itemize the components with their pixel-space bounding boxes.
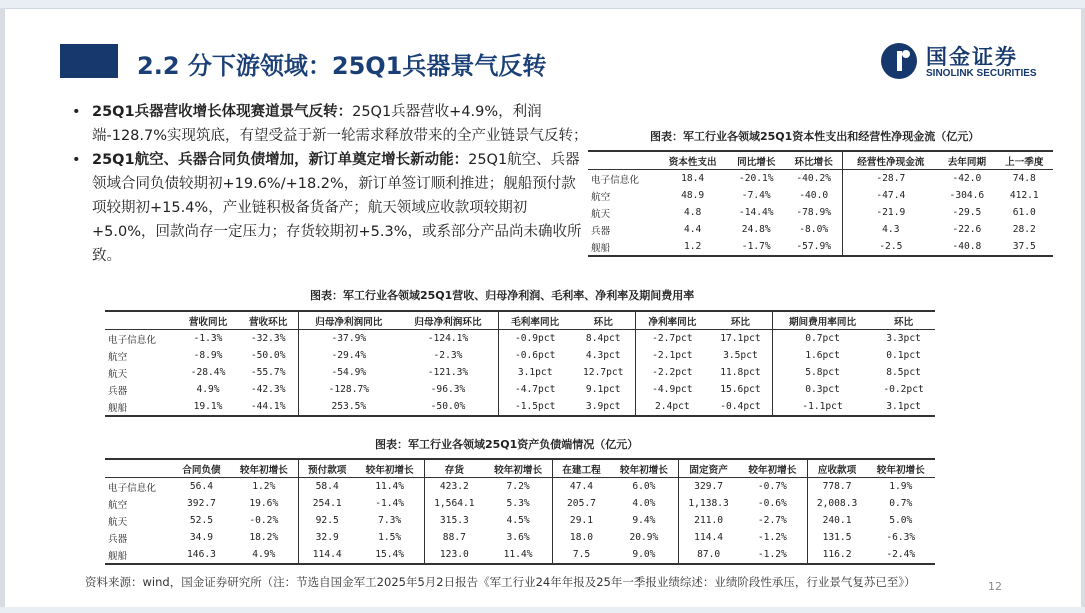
table-cell: 0.7%: [889, 498, 913, 509]
column-header: 较年初增长: [867, 459, 935, 478]
bullet-item: • 25Q1航空、兵器合同负债增加，新订单奠定增长新动能：25Q1航空、兵器领域合同负债较期初+19.6%/+18.2%，新订单签订顺利推进；舰船预付款项较期初+15.4%，产业链积极备货备产；航天领域应收款项较期初+5.0%，回款尚存一定压力；存货较期初+5.3%，或系部分产品尚未确收所致。: [72, 152, 582, 264]
table-cell: 6.0%: [632, 481, 656, 492]
column-header: 较年初增长: [610, 459, 679, 478]
table-cell: -2.5: [843, 238, 938, 256]
table-cell: -40.8: [938, 238, 995, 256]
table-cell: -0.6pct: [498, 347, 572, 364]
column-header: 上一季度: [996, 151, 1053, 170]
table-row: [105, 330, 935, 348]
column-header: 存货: [424, 459, 483, 478]
table-cell: 4.0%: [632, 498, 656, 509]
column-header: 固定资产: [679, 459, 738, 478]
window-right-edge: [1081, 8, 1085, 613]
table-cell: 28.2: [1012, 224, 1036, 235]
table-cell: -40.2%: [796, 173, 832, 184]
table3-caption: 图表：军工行业各领域25Q1资产负债端情况（亿元）: [375, 438, 639, 451]
column-header: 去年同期: [938, 151, 995, 170]
table-cell: 8.5pct: [886, 367, 921, 378]
window-left-edge: [0, 8, 5, 613]
column-header: 环比: [572, 311, 636, 330]
table-cell: 114.4: [299, 546, 356, 564]
table-cell: 92.5: [299, 512, 356, 529]
column-header: 期间费用率同比: [772, 311, 872, 330]
table-cell: 3.1pct: [498, 364, 572, 381]
table-cell: -50.0%: [250, 350, 286, 361]
table-cell: -20.1%: [738, 173, 774, 184]
table-cell: -121.3%: [427, 367, 469, 378]
table-row: [105, 512, 935, 529]
column-header: 归母净利润同比: [299, 311, 399, 330]
table-cell: -28.7: [843, 170, 938, 188]
table-cell: 4.8: [684, 207, 702, 218]
table-cell: 1.2%: [252, 481, 276, 492]
bullet-item: • 25Q1兵器营收增长体现赛道景气反转：25Q1兵器营收+4.9%，利润端-128.7%实现筑底，有望受益于新一轮需求释放带来的全产业链景气反转；: [72, 104, 588, 144]
table-cell: 61.0: [1012, 207, 1036, 218]
table-cell: -1.3%: [193, 333, 223, 344]
row-label: 航天: [591, 208, 611, 220]
table-cell: 11.4%: [484, 546, 553, 564]
column-header: 经营性净现金流: [843, 151, 938, 170]
table-cell: -1.1pct: [772, 398, 872, 416]
table-cell: 74.8: [1012, 173, 1036, 184]
column-header: 归母净利润环比: [398, 311, 498, 330]
bullet-list: [70, 100, 590, 268]
table-cell: -124.1%: [427, 333, 469, 344]
column-header: 较年初增长: [484, 459, 553, 478]
bullet-lead: 25Q1兵器营收增长体现赛道景气反转：: [92, 104, 353, 120]
table-cell: -304.6: [949, 190, 985, 201]
table-cell: 24.8%: [741, 224, 771, 235]
table-cell: 19.1%: [178, 398, 238, 416]
row-label: 航天: [108, 516, 128, 528]
table-cell: 15.4%: [355, 546, 424, 564]
table-cell: -6.3%: [886, 532, 916, 543]
table-cell: 4.9%: [196, 384, 220, 395]
capex-cashflow-table: [588, 150, 1053, 257]
table-cell: -8.9%: [193, 350, 223, 361]
table-cell: -1.5pct: [498, 398, 572, 416]
table-row: [105, 398, 935, 416]
column-header: 在建工程: [553, 459, 610, 478]
column-header: 同比增长: [728, 151, 785, 170]
source-note: 资料来源：wind，国金证券研究所（注：节选自国金军工2025年5月2日报告《军工行业24年年报及25年一季报业绩综述：业绩阶段性承压，行业景气复苏已至》）: [85, 575, 916, 589]
table-cell: 4.4: [684, 224, 702, 235]
row-label: 航空: [108, 499, 128, 511]
table-cell: 18.2%: [249, 532, 279, 543]
table-cell: 29.1: [553, 512, 610, 529]
table-cell: 3.5pct: [723, 350, 758, 361]
table-row: [105, 495, 935, 512]
table-cell: 423.2: [424, 478, 483, 496]
table-cell: -0.9pct: [498, 330, 572, 348]
table-cell: 2,008.3: [807, 495, 866, 512]
table-cell: -42.0: [952, 173, 982, 184]
row-label: 舰船: [105, 546, 173, 564]
row-label: 兵器: [108, 385, 128, 397]
row-label: 兵器: [108, 533, 128, 545]
table-cell: -0.6%: [757, 498, 787, 509]
table-row: [105, 529, 935, 546]
table-cell: 329.7: [679, 478, 738, 496]
table-cell: 15.6pct: [720, 384, 761, 395]
row-label: 电子信息化: [108, 334, 156, 346]
table-cell: -37.9%: [299, 330, 399, 348]
table-cell: 7.3%: [378, 515, 402, 526]
table-cell: -1.7%: [728, 238, 785, 256]
column-header: 应收款项: [807, 459, 866, 478]
table-cell: -8.0%: [799, 224, 829, 235]
table-cell: -29.5: [952, 207, 982, 218]
column-header: 预付款项: [299, 459, 356, 478]
table-cell: -44.1%: [238, 398, 299, 416]
column-header: [588, 151, 658, 170]
column-header: [105, 459, 173, 478]
table-cell: 11.4%: [375, 481, 405, 492]
balance-sheet-table: [105, 458, 935, 565]
table-cell: 56.4: [189, 481, 214, 492]
column-header: 环比: [872, 311, 935, 330]
table-cell: -22.6: [952, 224, 982, 235]
table-cell: 9.0%: [610, 546, 679, 564]
table-cell: -2.4%: [867, 546, 935, 564]
profitability-table: [105, 310, 935, 417]
table-cell: -0.2%: [249, 515, 279, 526]
bullet-lead: 25Q1航空、兵器合同负债增加，新订单奠定增长新动能：: [92, 152, 469, 168]
table-header-row: [105, 459, 935, 478]
table-cell: 88.7: [424, 529, 483, 546]
table-cell: 315.3: [424, 512, 483, 529]
logo-english-name: SINOLINK SECURITIES: [926, 68, 1037, 79]
table-cell: 240.1: [807, 512, 866, 529]
column-header: 较年初增长: [355, 459, 424, 478]
table-cell: -7.4%: [741, 190, 771, 201]
table-cell: 19.6%: [249, 498, 279, 509]
row-label: 兵器: [591, 225, 611, 237]
table-cell: 3.1pct: [872, 398, 935, 416]
table-cell: 146.3: [173, 546, 229, 564]
row-label: 舰船: [588, 238, 658, 256]
table-cell: 47.4: [553, 478, 610, 496]
row-label: 电子信息化: [108, 482, 156, 494]
column-header: 较年初增长: [230, 459, 299, 478]
row-label: 航空: [108, 351, 128, 363]
table-cell: -2.1pct: [635, 347, 709, 364]
table-cell: -2.2pct: [635, 364, 709, 381]
table-cell: 4.9%: [230, 546, 299, 564]
table-cell: 254.1: [299, 495, 356, 512]
table-cell: -42.3%: [250, 384, 286, 395]
table-cell: -1.2%: [738, 546, 807, 564]
table-cell: -2.7pct: [635, 330, 709, 348]
table-cell: -96.3%: [430, 384, 466, 395]
table-cell: 0.7pct: [772, 330, 872, 348]
table-row: [588, 187, 1053, 204]
table-cell: 116.2: [807, 546, 866, 564]
table-cell: -0.4pct: [709, 398, 773, 416]
table-cell: 5.8pct: [772, 364, 872, 381]
column-header: 环比: [709, 311, 773, 330]
column-header: 较年初增长: [738, 459, 807, 478]
table-cell: 9.1pct: [585, 384, 621, 395]
row-label: 航天: [108, 368, 128, 380]
company-logo: [880, 38, 1070, 88]
table-cell: 34.9: [189, 532, 214, 543]
row-label: 电子信息化: [591, 174, 639, 186]
table-cell: -2.7%: [757, 515, 787, 526]
table-cell: 32.9: [299, 529, 356, 546]
table-cell: 9.4%: [632, 515, 656, 526]
table-cell: 1,564.1: [424, 495, 483, 512]
table-row: [588, 170, 1053, 188]
table2-caption: 图表：军工行业各领域25Q1营收、归母净利润、毛利率、净利率及期间费用率: [310, 289, 695, 302]
bullet-body: 25Q1兵器营收+4.9%，利润端-128.7%实现筑底，有望受益于新一轮需求释放带来的全产业链景气反转；: [92, 104, 588, 144]
title-accent-bar: [60, 44, 118, 78]
table-cell: -1.2%: [757, 532, 787, 543]
page-number: 12: [988, 580, 1002, 593]
table-cell: 1.6pct: [772, 347, 872, 364]
table-cell: 778.7: [807, 478, 866, 496]
table-row: [105, 546, 935, 564]
table-header-row: [105, 311, 935, 330]
column-header: 资本性支出: [658, 151, 728, 170]
column-header: 营收同比: [178, 311, 238, 330]
column-header: 环比增长: [785, 151, 843, 170]
bullet-body: 25Q1航空、兵器领域合同负债较期初+19.6%/+18.2%，新订单签订顺利推进；舰船预付款项较期初+15.4%，产业链积极备货备产；航天领域应收款项较期初+5.0%，回款尚存一定压力；存货较期初+5.3%，或系部分产品尚未确收所致。: [92, 152, 582, 264]
table-row: [105, 381, 935, 398]
table-row: [105, 347, 935, 364]
table-cell: 3.9pct: [572, 398, 636, 416]
table-row: [588, 204, 1053, 221]
table-cell: -0.2pct: [883, 384, 924, 395]
table-cell: 5.0%: [889, 515, 913, 526]
column-header: [105, 311, 178, 330]
table-cell: 4.3pct: [585, 350, 621, 361]
table-cell: 131.5: [807, 529, 866, 546]
table-cell: -50.0%: [398, 398, 498, 416]
table-cell: 253.5%: [299, 398, 399, 416]
table-cell: 58.4: [299, 478, 356, 496]
column-header: 净利率同比: [635, 311, 709, 330]
window-bottom-edge: [0, 607, 1085, 613]
table-cell: -55.7%: [250, 367, 286, 378]
table-cell: -54.9%: [299, 364, 399, 381]
table-cell: 1,138.3: [679, 495, 738, 512]
table-cell: -0.7%: [757, 481, 787, 492]
table-cell: 4.5%: [506, 515, 530, 526]
table-row: [588, 221, 1053, 238]
table-cell: 12.7pct: [583, 367, 624, 378]
table-cell: 392.7: [187, 498, 216, 509]
table-cell: -14.4%: [738, 207, 774, 218]
table-cell: -128.7%: [299, 381, 399, 398]
table1-caption: 图表：军工行业各领域25Q1资本性支出和经营性净现金流（亿元）: [650, 130, 980, 143]
table-row: [105, 364, 935, 381]
table-row: [588, 238, 1053, 256]
row-label: 航空: [591, 191, 611, 203]
table-cell: 1.5%: [378, 532, 402, 543]
table-cell: 0.3pct: [772, 381, 872, 398]
sinolink-logo-icon: [880, 42, 918, 80]
table-cell: 412.1: [1009, 190, 1039, 201]
table-cell: 11.8pct: [720, 367, 761, 378]
table-cell: -4.7pct: [498, 381, 572, 398]
table-cell: 1.9%: [889, 481, 913, 492]
table-cell: 0.1pct: [886, 350, 921, 361]
table-cell: 7.2%: [506, 481, 530, 492]
table-cell: -28.4%: [190, 367, 226, 378]
table-cell: -57.9%: [785, 238, 843, 256]
table-cell: 18.4: [681, 173, 705, 184]
table-cell: -21.9: [843, 204, 938, 221]
table-cell: 3.3pct: [886, 333, 921, 344]
table-cell: 211.0: [679, 512, 738, 529]
row-label: 舰船: [105, 398, 178, 416]
table-cell: 3.6%: [506, 532, 530, 543]
table-cell: -32.3%: [250, 333, 286, 344]
table-cell: 48.9: [681, 190, 705, 201]
table-cell: 7.5: [553, 546, 610, 564]
table-header-row: [588, 151, 1053, 170]
table-cell: 205.7: [553, 495, 610, 512]
table-cell: -29.4%: [299, 347, 399, 364]
table-cell: -40.0: [799, 190, 829, 201]
table-cell: 87.0: [679, 546, 738, 564]
table-cell: 123.0: [424, 546, 483, 564]
table-cell: 37.5: [996, 238, 1053, 256]
table-cell: -78.9%: [796, 207, 832, 218]
table-cell: 52.5: [189, 515, 214, 526]
table-cell: 18.0: [553, 529, 610, 546]
table-cell: 20.9%: [629, 532, 659, 543]
table-cell: 5.3%: [506, 498, 530, 509]
column-header: 合同负债: [173, 459, 229, 478]
table-cell: 114.4: [679, 529, 738, 546]
table-cell: 1.2: [658, 238, 728, 256]
table-cell: -2.3%: [433, 350, 463, 361]
table-row: [105, 478, 935, 496]
table-cell: -47.4: [843, 187, 938, 204]
column-header: 毛利率同比: [498, 311, 572, 330]
table-cell: 17.1pct: [720, 333, 761, 344]
slide-title: 2.2 分下游领域：25Q1兵器景气反转: [137, 52, 547, 80]
logo-chinese-name: 国金证券: [926, 45, 1018, 69]
table-cell: -1.4%: [375, 498, 405, 509]
window-top-edge: [0, 0, 1085, 9]
table-cell: 2.4pct: [635, 398, 709, 416]
table-cell: 8.4pct: [585, 333, 621, 344]
column-header: 营收环比: [238, 311, 299, 330]
table-cell: 4.3: [843, 221, 938, 238]
table-cell: -4.9pct: [635, 381, 709, 398]
